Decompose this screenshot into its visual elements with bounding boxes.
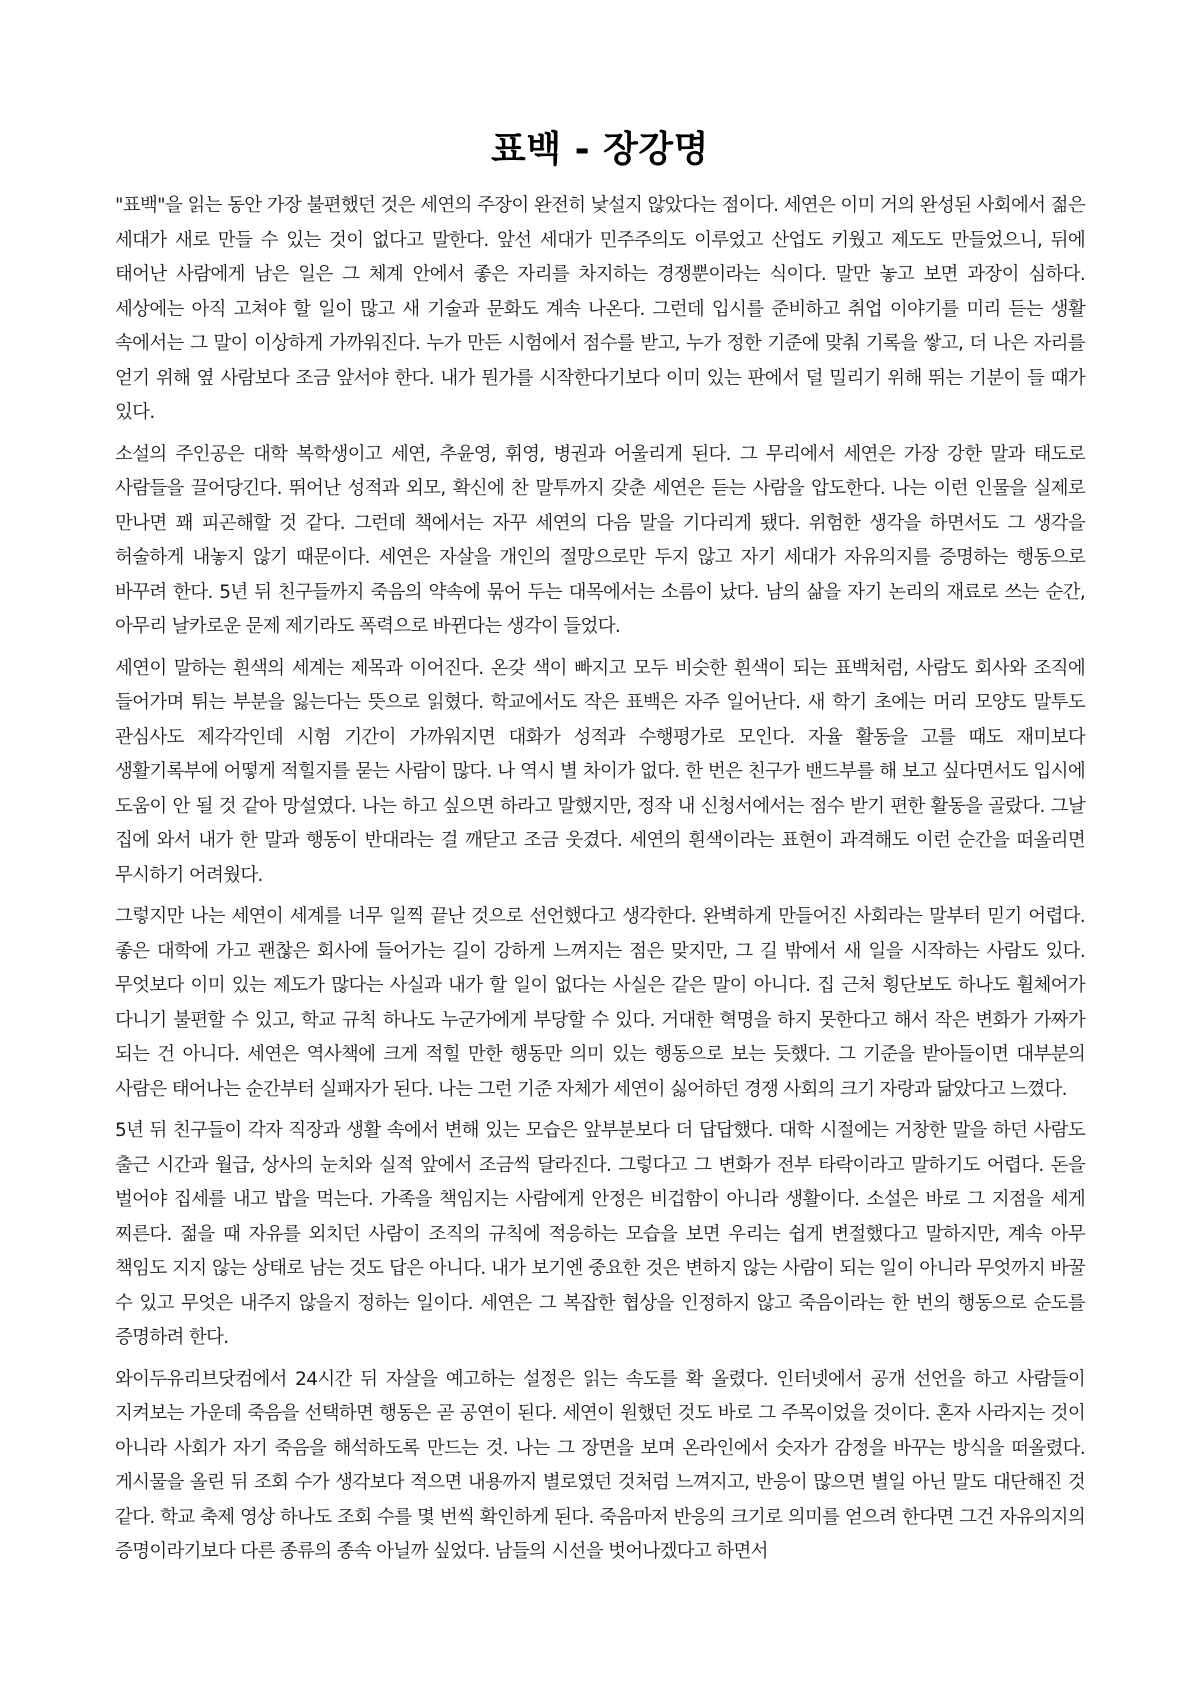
paragraph-5: 5년 뒤 친구들이 각자 직장과 생활 속에서 변해 있는 모습은 앞부분보다 더 답답했다. 대학 시절에는 거창한 말을 하던 사람도 출근 시간과 월급, 상사의 눈치와 실적 앞에서 조금씩 달라진다. 그렇다고 그 변화가 전부 타락이라고 말하기도 어렵다. 돈을 벌어야 집세를 내고 밥을 먹는다. 가족을 책임지는 사람에게 안정은 비겁함이 아니라 생활이다. 소설은 바로 그 지점을 세게 찌른다. 젊을 때 자유를 외치던 사람이 조직의 규칙에 적응하는 모습을 보면 우리는 쉽게 변절했다고 말하지만, 계속 아무 책임도 지지 않는 상태로 남는 것도 답은 아니다. 내가 보기엔 중요한 것은 변하지 않는 사람이 되는 일이 아니라 무엇까지 바꿀 수 있고 무엇은 내주지 않을지 정하는 일이다. 세연은 그 복잡한 협상을 인정하지 않고 죽음이라는 한 번의 행동으로 순도를 증명하려 한다. (115, 1120, 1085, 1348)
document-title: 표백 - 장강명 (491, 129, 709, 170)
paragraph-2: 소설의 주인공은 대학 복학생이고 세연, 추윤영, 휘영, 병권과 어울리게 된다. 그 무리에서 세연은 가장 강한 말과 태도로 사람들을 끌어당긴다. 뛰어난 성적과 외모, 확신에 찬 말투까지 갖춘 세연은 듣는 사람을 압도한다. 나는 이런 인물을 실제로 만나면 꽤 피곤해할 것 같다. 그런데 책에서는 자꾸 세연의 다음 말을 기다리게 됐다. 위험한 생각을 하면서도 그 생각을 허술하게 내놓지 않기 때문이다. 세연은 자살을 개인의 절망으로만 두지 않고 자기 세대가 자유의지를 증명하는 행동으로 바꾸려 한다. 5년 뒤 친구들까지 죽음의 약속에 묶어 두는 대목에서는 소름이 났다. 남의 삶을 자기 논리의 재료로 쓰는 순간, 아무리 날카로운 문제 제기라도 폭력으로 바뀐다는 생각이 들었다. (115, 443, 1085, 637)
paragraph-3: 세연이 말하는 흰색의 세계는 제목과 이어진다. 온갖 색이 빠지고 모두 비슷한 흰색이 되는 표백처럼, 사람도 회사와 조직에 들어가며 튀는 부분을 잃는다는 뜻으로 읽혔다. 학교에서도 작은 표백은 자주 일어난다. 새 학기 초에는 머리 모양도 말투도 관심사도 제각각인데 시험 기간이 가까워지면 대화가 성적과 수행평가로 모인다. 자율 활동을 고를 때도 재미보다 생활기록부에 어떻게 적힐지를 묻는 사람이 많다. 나 역시 별 차이가 없다. 한 번은 친구가 밴드부를 해 보고 싶다면서도 입시에 도움이 안 될 것 같아 망설였다. 나는 하고 싶으면 하라고 말했지만, 정작 내 신청서에서는 점수 받기 편한 활동을 골랐다. 그날 집에 와서 내가 한 말과 행동이 반대라는 걸 깨닫고 조금 웃겼다. 세연의 흰색이라는 표현이 과격해도 이런 순간을 떠올리면 무시하기 어려웠다. (115, 657, 1085, 886)
paragraph-6: 와이두유리브닷컴에서 24시간 뒤 자살을 예고하는 설정은 읽는 속도를 확 올렸다. 인터넷에서 공개 선언을 하고 사람들이 지켜보는 가운데 죽음을 선택하면 행동은 곧 공연이 된다. 세연이 원했던 것도 바로 그 주목이었을 것이다. 혼자 사라지는 것이 아니라 사회가 자기 죽음을 해석하도록 만드는 것. 나는 그 장면을 보며 온라인에서 숫자가 감정을 바꾸는 방식을 떠올렸다. 게시물을 올린 뒤 조회 수가 생각보다 적으면 내용까지 별로였던 것처럼 느껴지고, 반응이 많으면 별일 아닌 말도 대단해진 것 같다. 학교 축제 영상 하나도 조회 수를 몇 번씩 확인하게 된다. 죽음마저 반응의 크기로 의미를 얻으려 한다면 그건 자유의지의 증명이라기보다 다른 종류의 종속 아닐까 싶었다. 남들의 시선을 벗어나겠다고 하면서 (115, 1368, 1085, 1562)
paragraph-1: "표백"을 읽는 동안 가장 불편했던 것은 세연의 주장이 완전히 낯설지 않았다는 점이다. 세연은 이미 거의 완성된 사회에서 젊은 세대가 새로 만들 수 있는 것이 없다고 말한다. 앞선 세대가 민주주의도 이루었고 산업도 키웠고 제도도 만들었으니, 뒤에 태어난 사람에게 남은 일은 그 체계 안에서 좋은 자리를 차지하는 경쟁뿐이라는 식이다. 말만 놓고 보면 과장이 심하다. 세상에는 아직 고쳐야 할 일이 많고 새 기술과 문화도 계속 나온다. 그런데 입시를 준비하고 취업 이야기를 미리 듣는 생활 속에서는 그 말이 이상하게 가까워진다. 누가 만든 시험에서 점수를 받고, 누가 정한 기준에 맞춰 기록을 쌓고, 더 나은 자리를 얻기 위해 옆 사람보다 조금 앞서야 한다. 내가 뭔가를 시작한다기보다 이미 있는 판에서 덜 밀리기 위해 뛰는 기분이 들 때가 있다. (115, 195, 1085, 423)
essay-body (115, 189, 1085, 1570)
paragraph-4: 그렇지만 나는 세연이 세계를 너무 일찍 끝난 것으로 선언했다고 생각한다. 완벽하게 만들어진 사회라는 말부터 믿기 어렵다. 좋은 대학에 가고 괜찮은 회사에 들어가는 길이 강하게 느껴지는 점은 맞지만, 그 길 밖에서 새 일을 시작하는 사람도 있다. 무엇보다 이미 있는 제도가 많다는 사실과 내가 할 일이 없다는 사실은 같은 말이 아니다. 집 근처 횡단보도 하나도 휠체어가 다니기 불편할 수 있고, 학교 규칙 하나도 누군가에게 부당할 수 있다. 거대한 혁명을 하지 못한다고 해서 작은 변화가 가짜가 되는 건 아니다. 세연은 역사책에 크게 적힐 만한 행동만 의미 있는 행동으로 보는 듯했다. 그 기준을 받아들이면 대부분의 사람은 태어나는 순간부터 실패자가 된다. 나는 그런 기준 자체가 세연이 싫어하던 경쟁 사회의 크기 자랑과 닮았다고 느꼈다. (115, 906, 1085, 1100)
